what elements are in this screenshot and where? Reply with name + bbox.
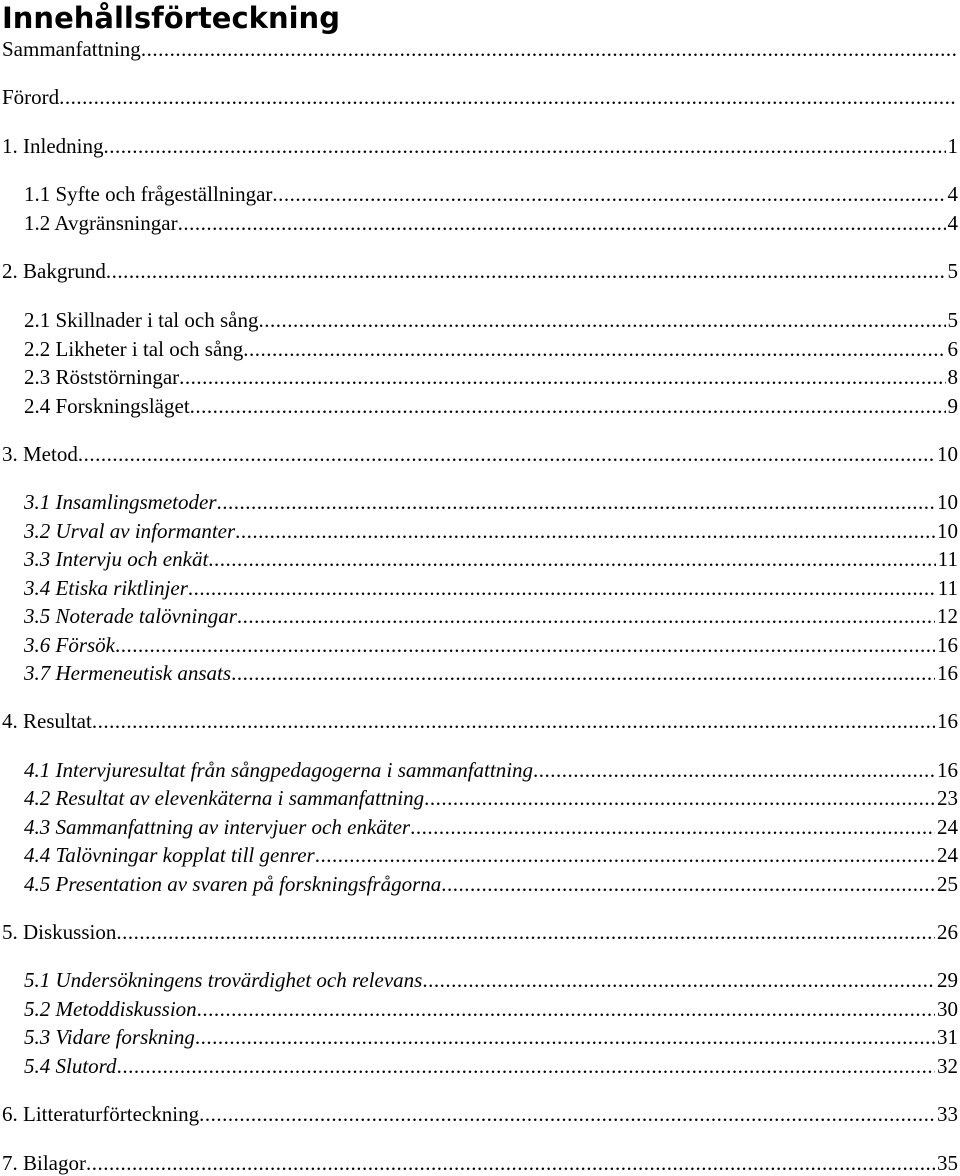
toc-page-number: 4 <box>947 211 958 235</box>
toc-leader-dots <box>141 36 956 62</box>
toc-page-number: 1 <box>947 134 958 158</box>
toc-entry-resultat[interactable] <box>2 708 960 734</box>
toc-page-number: 32 <box>937 1054 958 1078</box>
toc-leader-dots <box>86 1150 935 1176</box>
toc-entry-label: 3.5 Noterade talövningar <box>24 604 237 628</box>
toc-entry-label: 3.1 Insamlingsmetoder <box>24 490 217 514</box>
toc-entry-label: 2.2 Likheter i tal och sång <box>24 337 244 361</box>
toc-leader-dots <box>422 967 935 993</box>
toc-entry-label: 4.1 Intervjuresultat från sångpedagogerna i sammanfattning <box>24 758 534 782</box>
toc-entry-label: Förord <box>2 85 60 109</box>
toc-leader-dots <box>117 1053 935 1079</box>
toc-leader-dots <box>217 489 936 515</box>
toc-entry-label: 3. Metod <box>2 442 78 466</box>
toc-entry-roststorningar[interactable] <box>24 364 960 390</box>
toc-entry-label: 1.2 Avgränsningar <box>24 211 178 235</box>
toc-entry-etiska-riktlinjer[interactable] <box>24 575 960 601</box>
toc-page-number: 23 <box>937 786 958 810</box>
toc-leader-dots <box>315 842 935 868</box>
toc-page-number: 16 <box>937 633 958 657</box>
toc-page-number: 33 <box>937 1102 958 1126</box>
toc-page-number: 5 <box>947 259 958 283</box>
toc-entry-diskussion[interactable] <box>2 919 960 945</box>
toc-leader-dots <box>410 814 935 840</box>
toc-leader-dots <box>441 871 935 897</box>
toc-entry-slutord[interactable] <box>24 1053 960 1079</box>
toc-entry-label: 1. Inledning <box>2 134 104 158</box>
toc-entry-forsok[interactable] <box>24 632 960 658</box>
toc-leader-dots <box>195 1024 935 1050</box>
toc-leader-dots <box>179 364 945 390</box>
toc-page-number: 8 <box>947 365 958 389</box>
toc-page-number: 30 <box>937 997 958 1021</box>
toc-entry-trovardighet[interactable] <box>24 967 960 993</box>
toc-page-number: 35 <box>937 1151 958 1175</box>
toc-entry-label: 3.3 Intervju och enkät <box>24 547 209 571</box>
toc-entry-talovningar-genrer[interactable] <box>24 842 960 868</box>
toc-entry-label: 2. Bakgrund <box>2 259 106 283</box>
toc-entry-label: 3.4 Etiska riktlinjer <box>24 576 188 600</box>
toc-page-number: 5 <box>947 308 958 332</box>
toc-leader-dots <box>258 307 945 333</box>
toc-leader-dots <box>424 785 935 811</box>
toc-entry-intervjuresultat[interactable] <box>24 757 960 783</box>
toc-entry-label: 7. Bilagor <box>2 1151 86 1175</box>
toc-entry-label: 2.4 Forskningsläget <box>24 394 190 418</box>
toc-entry-label: 2.1 Skillnader i tal och sång <box>24 308 259 332</box>
toc-leader-dots <box>106 258 946 284</box>
toc-entry-skillnader[interactable] <box>24 307 960 333</box>
toc-entry-avgransningar[interactable] <box>24 210 960 236</box>
toc-page-number: 31 <box>937 1025 958 1049</box>
toc-leader-dots <box>115 632 935 658</box>
toc-leader-dots <box>197 996 935 1022</box>
toc-entry-label: 3.6 Försök <box>24 633 115 657</box>
toc-page-number: 24 <box>937 843 958 867</box>
toc-leader-dots <box>237 603 935 629</box>
toc-entry-hermeneutisk-ansats[interactable] <box>24 660 960 686</box>
toc-leader-dots <box>92 708 935 734</box>
toc-entry-label: 5.4 Slutord <box>24 1054 117 1078</box>
toc-leader-dots <box>208 546 935 572</box>
toc-leader-dots <box>59 84 956 110</box>
toc-entry-label: 3.7 Hermeneutisk ansats <box>24 661 232 685</box>
toc-entry-label: 4.3 Sammanfattning av intervjuer och enkäter <box>24 815 411 839</box>
toc-entry-label: 4. Resultat <box>2 709 92 733</box>
toc-entry-label: 5. Diskussion <box>2 920 117 944</box>
toc-entry-label: 4.2 Resultat av elevenkäterna i sammanfattning <box>24 786 425 810</box>
toc-entry-label: Sammanfattning <box>2 37 141 61</box>
toc-entry-sammanfattning-intervjuer[interactable] <box>24 814 960 840</box>
toc-page-number: 11 <box>937 547 958 571</box>
toc-entry-forord[interactable] <box>2 84 960 110</box>
toc-leader-dots <box>199 1101 935 1127</box>
toc-entry-inledning[interactable] <box>2 133 960 159</box>
toc-entry-elevenkaterna[interactable] <box>24 785 960 811</box>
toc-leader-dots <box>243 336 945 362</box>
toc-entry-label: 5.2 Metoddiskussion <box>24 997 197 1021</box>
toc-entry-intervju-enkat[interactable] <box>24 546 960 572</box>
toc-entry-metoddiskussion[interactable] <box>24 996 960 1022</box>
toc-entry-label: 5.1 Undersökningens trovärdighet och relevans <box>24 968 423 992</box>
toc-entry-urval[interactable] <box>24 518 960 544</box>
toc-leader-dots <box>235 518 935 544</box>
toc-entry-litteraturforteckning[interactable] <box>2 1101 960 1127</box>
toc-entry-bilagor[interactable] <box>2 1150 960 1176</box>
toc-entry-label: 4.5 Presentation av svaren på forskningsfrågorna <box>24 872 442 896</box>
toc-leader-dots <box>103 133 945 159</box>
toc-page-number: 24 <box>937 815 958 839</box>
toc-page-number: 26 <box>937 920 958 944</box>
toc-page-number: 9 <box>947 394 958 418</box>
toc-page-number: 6 <box>947 337 958 361</box>
toc-entry-presentation[interactable] <box>24 871 960 897</box>
toc-page-number: 29 <box>937 968 958 992</box>
toc-entry-likheter[interactable] <box>24 336 960 362</box>
toc-entry-vidare-forskning[interactable] <box>24 1024 960 1050</box>
toc-entry-label: 1.1 Syfte och frågeställningar <box>24 182 273 206</box>
toc-page-number: 10 <box>937 490 958 514</box>
toc-leader-dots <box>188 575 936 601</box>
toc-entry-metod[interactable] <box>2 441 960 467</box>
toc-leader-dots <box>190 393 946 419</box>
toc-page-number: 25 <box>937 872 958 896</box>
toc-entry-label: 2.3 Röststörningar <box>24 365 180 389</box>
toc-page-number: 10 <box>937 442 958 466</box>
toc-page-number: 10 <box>937 519 958 543</box>
toc-entry-forskningslaget[interactable] <box>24 393 960 419</box>
toc-leader-dots <box>178 210 946 236</box>
toc-page-number: 16 <box>937 661 958 685</box>
toc-leader-dots <box>116 919 935 945</box>
toc-leader-dots <box>231 660 935 686</box>
toc-entry-noterade-talovningar[interactable] <box>24 603 960 629</box>
toc-entry-bakgrund[interactable] <box>2 258 960 284</box>
toc-leader-dots <box>533 757 935 783</box>
toc-entry-label: 5.3 Vidare forskning <box>24 1025 195 1049</box>
toc-title: Innehållsförteckning <box>2 1 340 35</box>
toc-page-number: 16 <box>937 709 958 733</box>
toc-leader-dots <box>78 441 935 467</box>
toc-leader-dots <box>272 181 945 207</box>
toc-entry-sammanfattning[interactable] <box>2 36 960 62</box>
toc-entry-label: 3.2 Urval av informanter <box>24 519 236 543</box>
toc-page-number: 12 <box>937 604 958 628</box>
toc-entry-insamlingsmetoder[interactable] <box>24 489 960 515</box>
toc-page-number: 11 <box>937 576 958 600</box>
toc-page-number: 16 <box>937 758 958 782</box>
toc-entry-label: 4.4 Talövningar kopplat till genrer <box>24 843 315 867</box>
toc-entry-label: 6. Litteraturförteckning <box>2 1102 200 1126</box>
toc-entry-syfte[interactable] <box>24 181 960 207</box>
toc-page-number: 4 <box>947 182 958 206</box>
